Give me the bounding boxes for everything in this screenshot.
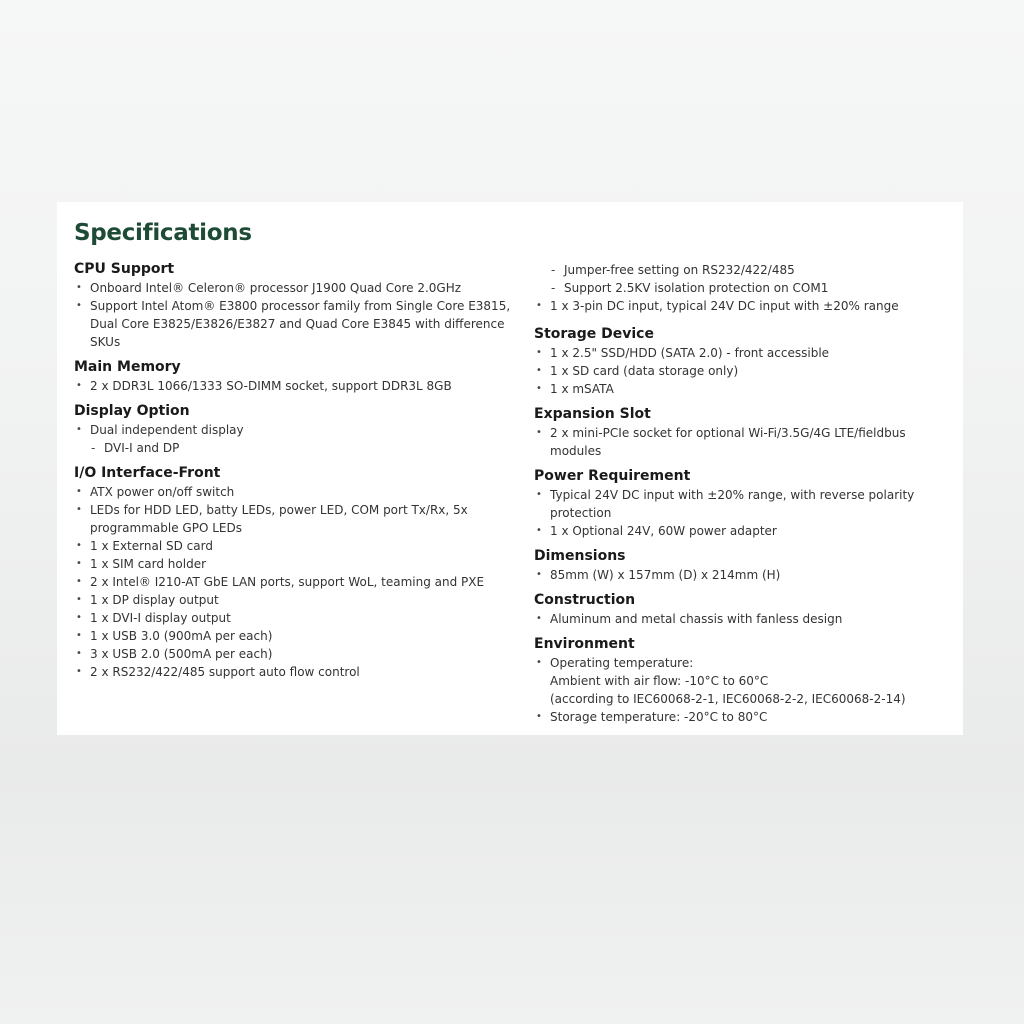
section-list: [534, 610, 959, 628]
section-heading: Storage Device: [534, 326, 654, 342]
list-item: • Operating temperature:: [534, 654, 959, 672]
section-list: [74, 421, 514, 457]
section-storage-device: [534, 325, 959, 398]
list-item: • 2 x RS232/422/485 support auto flow control: [74, 663, 514, 681]
list-item: • Typical 24V DC input with ±20% range, with reverse polarity protection: [534, 486, 959, 522]
section-list: [534, 654, 959, 726]
list-item: • 1 x Optional 24V, 60W power adapter: [534, 522, 959, 540]
section-power-requirement: [534, 467, 959, 540]
section-heading: I/O Interface-Front: [74, 465, 221, 481]
io-interface-continued-list: [534, 261, 959, 315]
list-item-continuation: (according to IEC60068-2-1, IEC60068-2-2, IEC60068-2-14): [550, 692, 906, 706]
list-item: • 1 x mSATA: [534, 380, 959, 398]
section-display-option: [74, 402, 514, 457]
section-expansion-slot: [534, 405, 959, 460]
list-item-continuation: Ambient with air flow: -10°C to 60°C: [550, 674, 769, 688]
section-i-o-interface-front: [74, 464, 514, 681]
left-column: [74, 260, 514, 688]
section-cpu-support: [74, 260, 514, 351]
specifications-card: [57, 202, 963, 735]
section-heading: Expansion Slot: [534, 406, 651, 422]
list-item: • 1 x SIM card holder: [74, 555, 514, 573]
list-item: • Support Intel Atom® E3800 processor family from Single Core E3815, Dual Core E3825/E3826/E3827 and Quad Core E3845 with difference SKUs: [74, 297, 514, 351]
list-item: • 85mm (W) x 157mm (D) x 214mm (H): [534, 566, 959, 584]
list-item: • Onboard Intel® Celeron® processor J1900 Quad Core 2.0GHz: [74, 279, 514, 297]
list-item: • Dual independent display: [74, 421, 514, 439]
list-item: • 1 x 3-pin DC input, typical 24V DC input with ±20% range: [534, 297, 959, 315]
section-environment: [534, 635, 959, 726]
section-list: [534, 566, 959, 584]
sub-list-item: - Jumper-free setting on RS232/422/485: [534, 261, 959, 279]
right-column: [534, 261, 959, 733]
section-heading: Environment: [534, 636, 635, 652]
list-item: • 1 x USB 3.0 (900mA per each): [74, 627, 514, 645]
list-item: • LEDs for HDD LED, batty LEDs, power LED, COM port Tx/Rx, 5x programmable GPO LEDs: [74, 501, 514, 537]
list-item: • 2 x DDR3L 1066/1333 SO-DIMM socket, support DDR3L 8GB: [74, 377, 514, 395]
list-item: • 2 x Intel® I210-AT GbE LAN ports, support WoL, teaming and PXE: [74, 573, 514, 591]
section-list: [74, 377, 514, 395]
list-item: • Storage temperature: -20°C to 80°C: [534, 708, 959, 726]
section-list: [534, 424, 959, 460]
list-item: • 1 x DP display output: [74, 591, 514, 609]
section-heading: Construction: [534, 592, 636, 608]
section-list: [534, 486, 959, 540]
section-heading: Dimensions: [534, 548, 626, 564]
list-item: • 1 x SD card (data storage only): [534, 362, 959, 380]
list-item: • 1 x External SD card: [74, 537, 514, 555]
list-item: • 1 x 2.5" SSD/HDD (SATA 2.0) - front accessible: [534, 344, 959, 362]
section-list: [534, 344, 959, 398]
section-heading: Main Memory: [74, 359, 181, 375]
section-list: [74, 279, 514, 351]
sub-list-item: - Support 2.5KV isolation protection on COM1: [534, 279, 959, 297]
section-construction: [534, 591, 959, 628]
list-item: • 2 x mini-PCIe socket for optional Wi-Fi/3.5G/4G LTE/fieldbus modules: [534, 424, 959, 460]
section-heading: CPU Support: [74, 261, 175, 277]
sub-list-item: - DVI-I and DP: [74, 439, 514, 457]
section-heading: Power Requirement: [534, 468, 691, 484]
list-item: • 3 x USB 2.0 (500mA per each): [74, 645, 514, 663]
list-item: • Aluminum and metal chassis with fanless design: [534, 610, 959, 628]
section-dimensions: [534, 547, 959, 584]
section-list: [74, 483, 514, 681]
page-title: Specifications: [74, 220, 252, 246]
section-heading: Display Option: [74, 403, 190, 419]
list-item: • 1 x DVI-I display output: [74, 609, 514, 627]
list-item: • ATX power on/off switch: [74, 483, 514, 501]
section-main-memory: [74, 358, 514, 395]
